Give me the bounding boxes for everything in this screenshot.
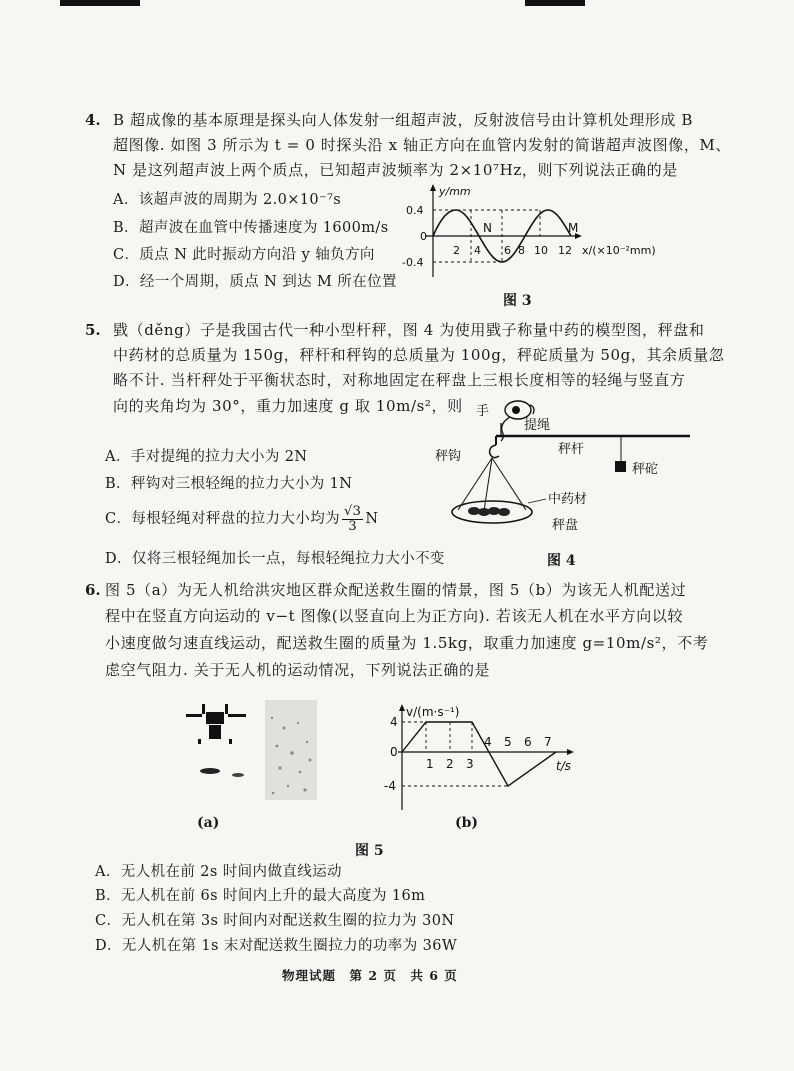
q4-option-d: D．经一个周期，质点 N 到达 M 所在位置 [113,274,397,290]
q5-stem-line-4: 向的夹角均为 30°，重力加速度 g 取 10m/s²，则 [113,397,463,415]
fig3-xtick-6: 6 [504,244,511,257]
fig3-xtick-4: 4 [474,244,481,257]
fig5b-ttick-7: 7 [544,735,552,749]
fig3-xtick-10: 10 [534,244,548,257]
fig5b-ttick-4: 4 [484,735,492,749]
q6-option-a: A．无人机在前 2s 时间内做直线运动 [95,864,342,880]
q5-option-c-fraction [342,505,363,534]
fig5a-sublabel: (a) [197,815,220,831]
q4-stem-line-1: B 超成像的基本原理是探头向人体发射一组超声波，反射波信号由计算机处理形成 B [113,111,693,129]
figure-5a-drone-photo [180,698,320,808]
q5-option-b: B．秤钩对三根轻绳的拉力大小为 1N [105,476,353,492]
q5-stem-line-1: 戥（děng）子是我国古代一种小型杆秤，图 4 为使用戥子称量中药的模型图，秤盘和 [113,321,705,339]
fig4-rope [501,417,510,441]
fig3-point-m: M [568,221,579,235]
q4-option-c: C．质点 N 此时振动方向沿 y 轴负方向 [113,247,375,263]
q6-number: 6. [85,581,101,599]
fig5b-ttick-6: 6 [524,735,532,749]
fig5b-v-arrow [399,704,405,711]
fig5b-ttick-1: 1 [426,757,434,771]
q4-number: 4. [85,111,101,129]
figure-5b-vt-graph [360,700,590,815]
fig4-hook [490,445,499,458]
fig5b-ttick-2: 2 [446,757,454,771]
q5-option-d: D．仅将三根轻绳加长一点，每根轻绳拉力大小不变 [105,551,445,567]
fig5b-sublabel: (b) [455,815,479,831]
q4-option-a: A．该超声波的周期为 2.0×10⁻⁷s [113,192,342,208]
figure-4-caption: 图 4 [547,553,576,569]
fig4-label-hook: 秤钩 [435,449,462,464]
fig3-xtick-2: 2 [453,244,460,257]
fig5b-vtick-0: 0 [390,745,398,759]
q5-option-a: A．手对提绳的拉力大小为 2N [105,449,308,465]
q5-fraction-numerator: √3 [344,503,362,519]
figure-3-caption: 图 3 [503,293,532,309]
q5-option-c-unit: N [365,511,379,527]
figure-3-wave-graph [400,182,700,282]
fig5b-t-arrow [567,749,574,755]
fig3-xtick-8: 8 [518,244,525,257]
fig5a-flotsam [200,768,220,774]
fig5b-ttick-3: 3 [466,757,474,771]
fig5b-vtick-neg4: -4 [384,779,396,793]
fig3-x-axis-label: x/(×10⁻²mm) [582,244,656,257]
q5-stem-line-3: 略不计. 当杆秤处于平衡状态时，对称地固定在秤盘上三根长度相等的轻绳与竖直方 [113,371,686,389]
fig3-ytick-0: 0 [420,230,427,243]
q5-stem-line-2: 中药材的总质量为 150g，秤杆和秤钩的总质量为 100g，秤砣质量为 50g，其余质量忽 [113,346,725,364]
q4-option-b: B．超声波在血管中传播速度为 1600m/s [113,220,389,236]
q5-option-c-text: C．每根轻绳对秤盘的拉力大小均为 [105,511,340,527]
fig4-label-rope: 提绳 [524,418,551,433]
fig4-label-beam: 秤杆 [558,442,585,457]
fig3-ytick-0.4: 0.4 [406,204,424,217]
q6-stem-line-4: 虑空气阻力. 关于无人机的运动情况，下列说法正确的是 [105,661,491,679]
fig4-label-pan: 秤盘 [552,518,579,533]
fig4-label-herb: 中药材 [548,492,588,507]
q6-option-d: D．无人机在第 1s 末对配送救生圈拉力的功率为 36W [95,938,458,954]
fig5b-ttick-5: 5 [504,735,512,749]
fig4-herbs [468,507,510,516]
q6-option-b: B．无人机在前 6s 时间内上升的最大高度为 16m [95,888,426,904]
fig5b-vtick-4: 4 [390,715,398,729]
q5-option-c [105,502,378,536]
fig3-point-n: N [483,221,492,235]
q6-stem-line-1: 图 5（a）为无人机给洪灾地区群众配送救生圈的情景，图 5（b）为该无人机配送过 [105,581,687,599]
scan-mark-left [60,0,140,6]
fig4-label-weight: 秤砣 [632,462,659,477]
fig5a-water-area [265,700,317,800]
q6-option-c: C．无人机在第 3s 时间内对配送救生圈的拉力为 30N [95,913,455,929]
fig5b-vt-line [402,722,556,786]
fig3-ytick-neg0.4: -0.4 [402,256,424,269]
fig4-string-mid [484,458,492,511]
q5-number: 5. [85,321,101,339]
q4-stem-line-3: N 是这列超声波上两个质点，已知超声波频率为 2×10⁷Hz，则下列说法正确的是 [113,161,678,179]
fig3-xtick-12: 12 [558,244,572,257]
page-footer: 物理试题 第 2 页 共 6 页 [282,968,458,983]
q6-stem-line-3: 小速度做匀速直线运动，配送救生圈的质量为 1.5kg，取重力加速度 g=10m/s²，不考 [105,634,709,652]
q5-fraction-denominator: 3 [348,518,358,534]
fig3-y-arrow [430,184,436,191]
fig5a-drone-icon [186,704,246,744]
q4-stem-line-2: 超图像. 如图 3 所示为 t = 0 时探头沿 x 轴正方向在血管内发射的简谐超声波图像，M、 [113,136,731,154]
figure-5-caption: 图 5 [355,843,384,859]
fig4-label-hand: 手 [476,404,490,419]
fig5b-t-axis-label: t/s [556,759,571,773]
fig5b-v-axis-label: v/(m·s⁻¹) [406,705,460,719]
scan-mark-right [525,0,585,6]
fig4-weight [615,461,626,472]
fig3-y-axis-label: y/mm [439,185,471,198]
q6-stem-line-2: 程中在竖直方向运动的 v−t 图像(以竖直向上为正方向). 若该无人机在水平方向以较 [105,607,684,625]
figure-4-steelyard-diagram [428,395,700,545]
